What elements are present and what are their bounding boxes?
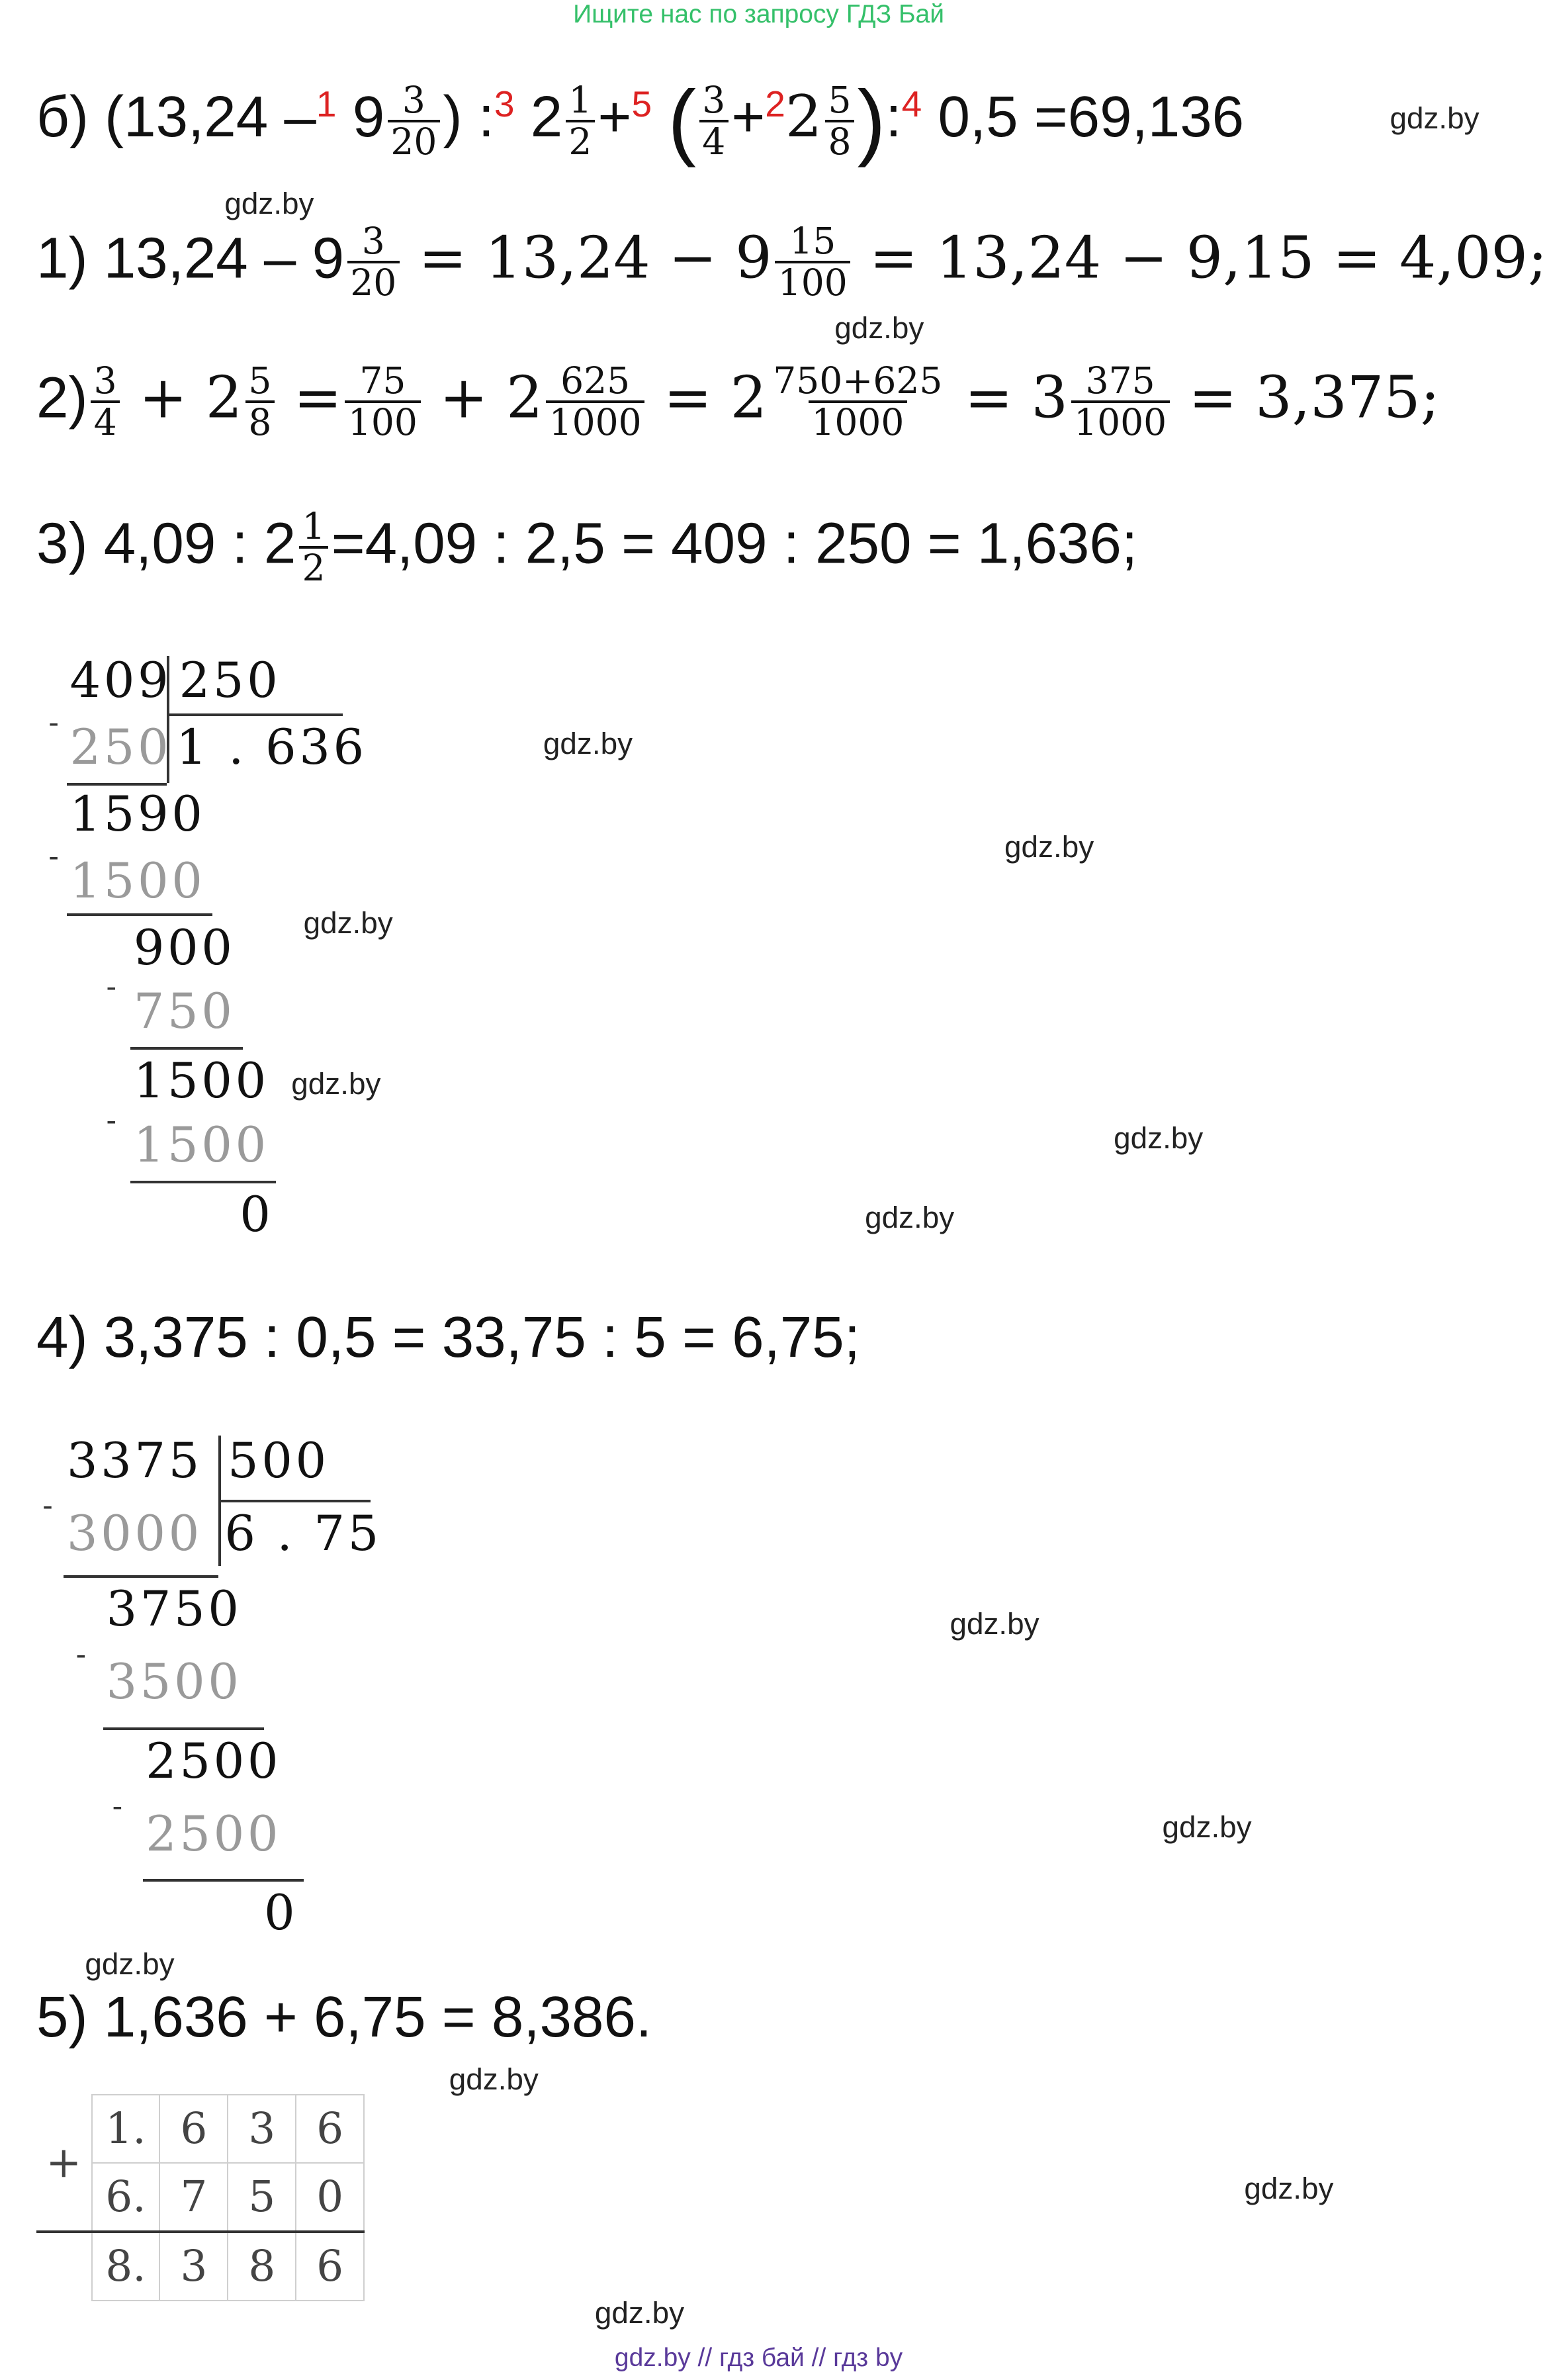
step1-part: = 13,24 − 9	[418, 224, 772, 292]
step-1	[36, 219, 1547, 304]
step-5: 5) 1,636 + 6,75 = 8,386.	[36, 1984, 652, 2049]
sum-cell: 8	[228, 2232, 296, 2301]
quotient: 1 . 636	[175, 719, 367, 776]
top-banner[interactable]: Ищите нас по запросу ГДЗ Бай	[573, 0, 944, 28]
mixed-whole: 9	[352, 85, 385, 150]
division-row: 250	[69, 719, 172, 776]
fraction: $\frac{750+625}{1000}$	[773, 359, 943, 444]
dividend: 3375	[66, 1432, 202, 1489]
division-row: 2500	[146, 1733, 282, 1790]
division-line	[130, 1181, 276, 1183]
order-3: 3	[494, 83, 515, 125]
addition-cell: 1.	[92, 2095, 160, 2163]
fraction: $\frac{3}{20}$	[388, 81, 440, 162]
division-row: 1500	[133, 1053, 269, 1110]
addition-cell: 0	[296, 2163, 364, 2232]
step3-part: =4,09 : 2,5 = 409 : 250 = 1,636;	[331, 511, 1138, 576]
fraction: $\frac{3}{4}$	[699, 81, 729, 162]
long-division-1	[46, 653, 379, 1244]
fraction: $\frac{3}{4}$	[91, 361, 120, 443]
fraction: $\frac{1}{2}$	[566, 81, 595, 162]
step2-part: = 3	[964, 363, 1068, 432]
fraction: $\frac{3}{20}$	[347, 222, 400, 303]
divisor: 250	[179, 653, 281, 709]
division-remainder: 0	[240, 1187, 274, 1244]
division-row: 750	[133, 983, 236, 1040]
minus-sign: -	[75, 1635, 87, 1672]
order-4: 4	[901, 83, 922, 125]
division-line	[64, 1575, 218, 1578]
step3-part: 3) 4,09 : 2	[36, 511, 296, 576]
sum-cell: 8.	[92, 2232, 160, 2301]
step-2	[36, 361, 1440, 443]
watermark: gdz.by	[1162, 1809, 1252, 1845]
paren-close: )	[857, 73, 886, 169]
watermark: gdz.by	[865, 1199, 955, 1234]
division-remainder: 0	[263, 1885, 298, 1942]
division-line	[143, 1879, 304, 1882]
watermark: gdz.by	[224, 185, 314, 220]
step2-part: + 2	[139, 363, 243, 432]
minus-sign: -	[106, 1101, 116, 1138]
minus-sign: -	[112, 1788, 123, 1824]
plus-sign: +	[46, 2138, 82, 2188]
minus-sign: -	[48, 837, 59, 874]
division-row: 3750	[106, 1581, 242, 1638]
division-line	[130, 1047, 243, 1050]
footer-links[interactable]: gdz.by // гдз бай // гдз by	[614, 2343, 903, 2372]
mixed-whole: 2	[530, 85, 563, 150]
fraction: $\frac{375}{1000}$	[1071, 361, 1170, 443]
mixed-whole: 2	[785, 83, 822, 151]
fraction: $\frac{75}{100}$	[345, 361, 420, 443]
plus-sign: +	[731, 85, 766, 150]
watermark: gdz.by	[85, 1946, 175, 1981]
expr-prefix: б) (13,24 –	[36, 85, 316, 150]
division-row: 3000	[66, 1505, 202, 1562]
step2-part: = 3,375;	[1188, 363, 1440, 432]
step2-part: 2)	[36, 365, 88, 430]
expr-tail: 0,5 =69,136	[938, 85, 1245, 150]
addition-cell: 6.	[92, 2163, 160, 2232]
watermark: gdz.by	[1114, 1121, 1204, 1156]
addition-cell: 5	[228, 2163, 296, 2232]
sum-cell: 3	[159, 2232, 228, 2301]
fraction: $\frac{625}{1000}$	[546, 361, 644, 443]
division-row: 900	[133, 919, 236, 976]
division-row: 1500	[69, 852, 206, 909]
paren-open: (	[668, 73, 697, 169]
column-addition	[36, 2094, 365, 2301]
watermark: gdz.by	[594, 2295, 685, 2330]
division-line	[67, 913, 212, 916]
watermark: gdz.by	[449, 2062, 539, 2097]
division-line	[67, 783, 167, 786]
division-line	[103, 1727, 264, 1730]
minus-sign: -	[42, 1487, 53, 1524]
step-3	[36, 504, 1138, 590]
long-division-2	[36, 1433, 385, 1949]
divisor-line	[218, 1500, 370, 1502]
watermark: gdz.by	[1390, 101, 1480, 136]
minus-sign: -	[106, 968, 116, 1004]
division-row: 2500	[146, 1806, 282, 1862]
addition-cell: 3	[228, 2095, 296, 2163]
fraction: $\frac{5}{8}$	[825, 81, 854, 162]
plus-sign: +	[597, 85, 632, 150]
divisor-line	[167, 713, 343, 716]
step2-part: + 2	[439, 363, 543, 432]
step2-part: =	[293, 363, 342, 432]
order-2: 2	[765, 83, 785, 125]
expr-close-div: ) :	[443, 85, 494, 150]
empty-cell	[36, 2232, 92, 2301]
expression-header	[36, 73, 1245, 169]
quotient: 6 . 75	[224, 1505, 382, 1562]
addition-cell: 7	[159, 2163, 228, 2232]
order-5: 5	[631, 83, 652, 125]
order-1: 1	[316, 83, 337, 125]
sum-cell: 6	[296, 2232, 364, 2301]
step-4: 4) 3,375 : 0,5 = 33,75 : 5 = 6,75;	[36, 1304, 860, 1369]
addition-cell: 6	[296, 2095, 364, 2163]
watermark: gdz.by	[834, 310, 924, 345]
watermark: gdz.by	[1244, 2171, 1334, 2206]
watermark: gdz.by	[543, 726, 633, 761]
division-row: 1500	[133, 1117, 269, 1173]
watermark: gdz.by	[303, 905, 393, 940]
watermark: gdz.by	[950, 1606, 1039, 1641]
step1-part: = 13,24 − 9,15 = 4,09;	[869, 224, 1547, 292]
division-row: 1590	[69, 786, 206, 843]
minus-sign: -	[48, 704, 59, 740]
watermark: gdz.by	[291, 1066, 381, 1101]
fraction: $\frac{1}{2}$	[299, 507, 328, 588]
fraction: $\frac{5}{8}$	[245, 361, 275, 443]
division-row: 3500	[106, 1654, 242, 1711]
fraction: $\frac{15}{100}$	[775, 222, 850, 303]
step2-part: = 2	[663, 363, 768, 432]
colon: :	[885, 85, 902, 150]
watermark: gdz.by	[1004, 829, 1094, 864]
divisor: 500	[227, 1432, 330, 1489]
step1-part: 1) 13,24 – 9	[36, 226, 345, 291]
addition-cell: 6	[159, 2095, 228, 2163]
dividend: 409	[69, 653, 172, 709]
